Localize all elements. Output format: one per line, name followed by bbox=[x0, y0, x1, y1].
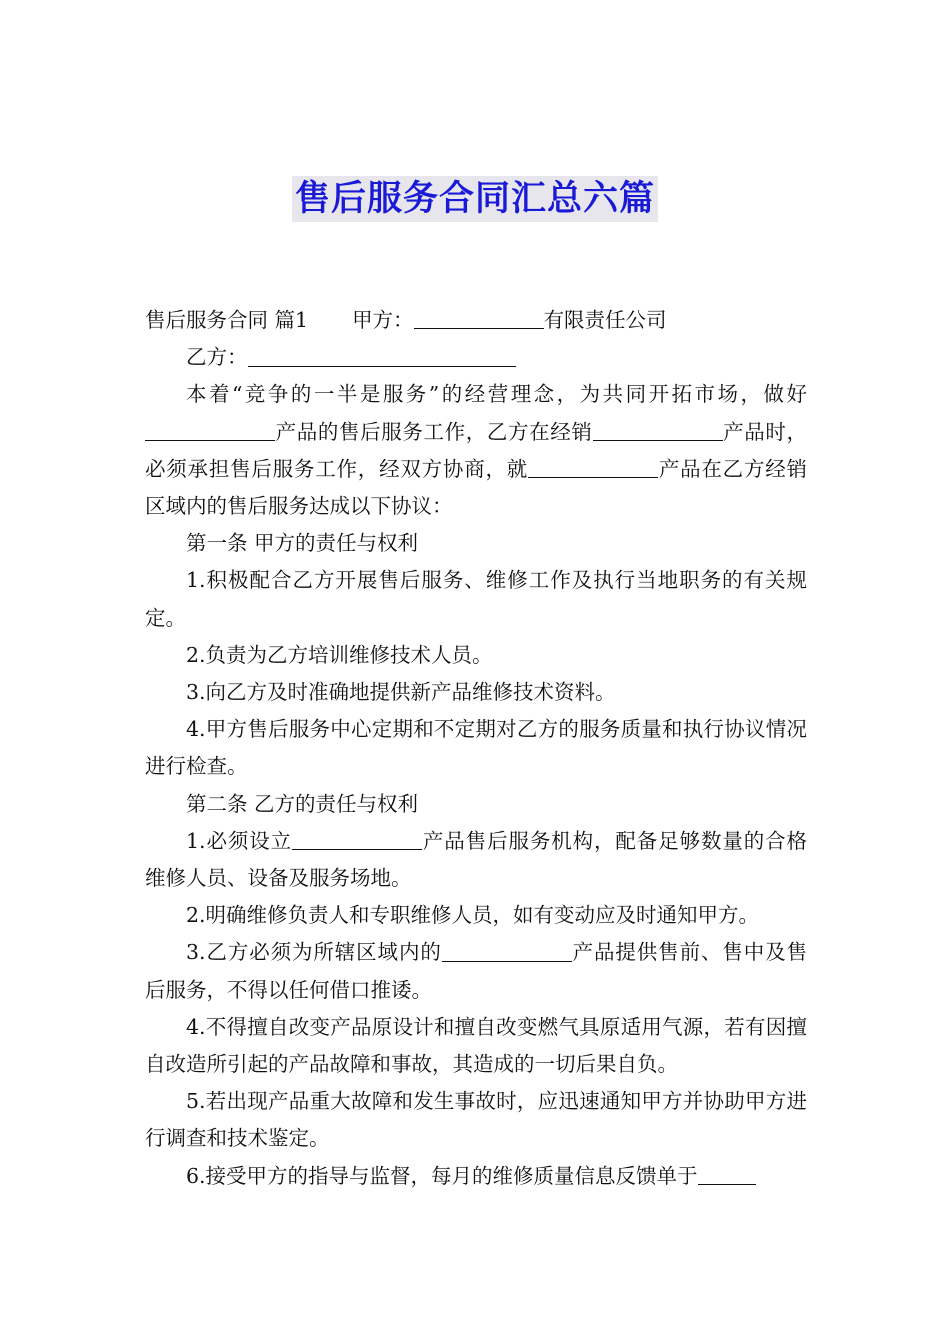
article-2-item-1 bbox=[145, 823, 807, 897]
article-2-item-5: 5.若出现产品重大故障和发生事故时，应迅速通知甲方并协助甲方进行调查和技术鉴定。 bbox=[145, 1089, 807, 1151]
preamble-paragraph bbox=[145, 376, 807, 525]
preamble-text-1: 本着“竞争的一半是服务”的经营理念，为共同开拓市场，做好 bbox=[186, 382, 807, 407]
article-1-item: 1.积极配合乙方开展售后服务、维修工作及执行当地职务的有关规定。 bbox=[145, 568, 807, 630]
party-b-line bbox=[145, 339, 807, 376]
article-1-item: 4.甲方售后服务中心定期和不定期对乙方的服务质量和执行协议情况进行检查。 bbox=[145, 717, 807, 779]
article-2-item-4: 4.不得擅自改变产品原设计和擅自改变燃气具原适用气源，若有因擅自改造所引起的产品故障和事故，其造成的一切后果自负。 bbox=[145, 1014, 807, 1077]
party-b-blank bbox=[248, 344, 516, 367]
item-text: 产品提供售前、售中及售后服务，不得以任何借口推诿。 bbox=[145, 940, 808, 1002]
article-1-item: 3.向乙方及时准确地提供新产品维修技术资料。 bbox=[186, 680, 616, 705]
preamble-text-2: 产品的售后服务工作，乙方在经销 bbox=[275, 419, 593, 444]
article-2-item-3 bbox=[145, 934, 807, 1008]
document-title: 售后服务合同汇总六篇 bbox=[292, 176, 658, 222]
title-wrap bbox=[0, 176, 950, 222]
blank-field bbox=[145, 419, 275, 442]
item-text: 1.必须设立 bbox=[186, 828, 293, 853]
blank-field bbox=[698, 1163, 756, 1186]
item-text: 产品售后服务机构，配备足够数量的合格维修人员、设备及服务场地。 bbox=[145, 828, 808, 891]
article-2-heading: 第二条 乙方的责任与权利 bbox=[186, 791, 419, 816]
article-1-heading: 第一条 甲方的责任与权利 bbox=[186, 531, 419, 556]
item-text: 3.乙方必须为所辖区域内的 bbox=[186, 940, 442, 965]
blank-field bbox=[593, 419, 723, 442]
item-text: 6.接受甲方的指导与监督，每月的维修质量信息反馈单于 bbox=[186, 1163, 698, 1188]
party-a-blank bbox=[414, 307, 544, 330]
article-2-item-6 bbox=[145, 1158, 807, 1195]
article-2-item-2: 2.明确维修负责人和专职维修人员，如有变动应及时通知甲方。 bbox=[186, 903, 760, 928]
contract-heading: 售后服务合同 篇1 bbox=[145, 308, 309, 332]
party-a-suffix: 有限责任公司 bbox=[543, 308, 667, 332]
preamble-text-3: 产品时，必须承担售后服务工作，经双方协商，就 bbox=[145, 419, 807, 481]
blank-field bbox=[528, 456, 658, 479]
contract-heading-line bbox=[145, 302, 807, 339]
blank-field bbox=[292, 828, 422, 851]
document-body bbox=[145, 302, 807, 1195]
party-b-label: 乙方： bbox=[186, 345, 248, 370]
article-1-item: 2.负责为乙方培训维修技术人员。 bbox=[186, 642, 493, 667]
preamble-text-4: 产品在乙方经销区域内的售后服务达成以下协议： bbox=[145, 456, 808, 519]
blank-field bbox=[442, 939, 572, 962]
party-a-label: 甲方： bbox=[352, 308, 414, 332]
